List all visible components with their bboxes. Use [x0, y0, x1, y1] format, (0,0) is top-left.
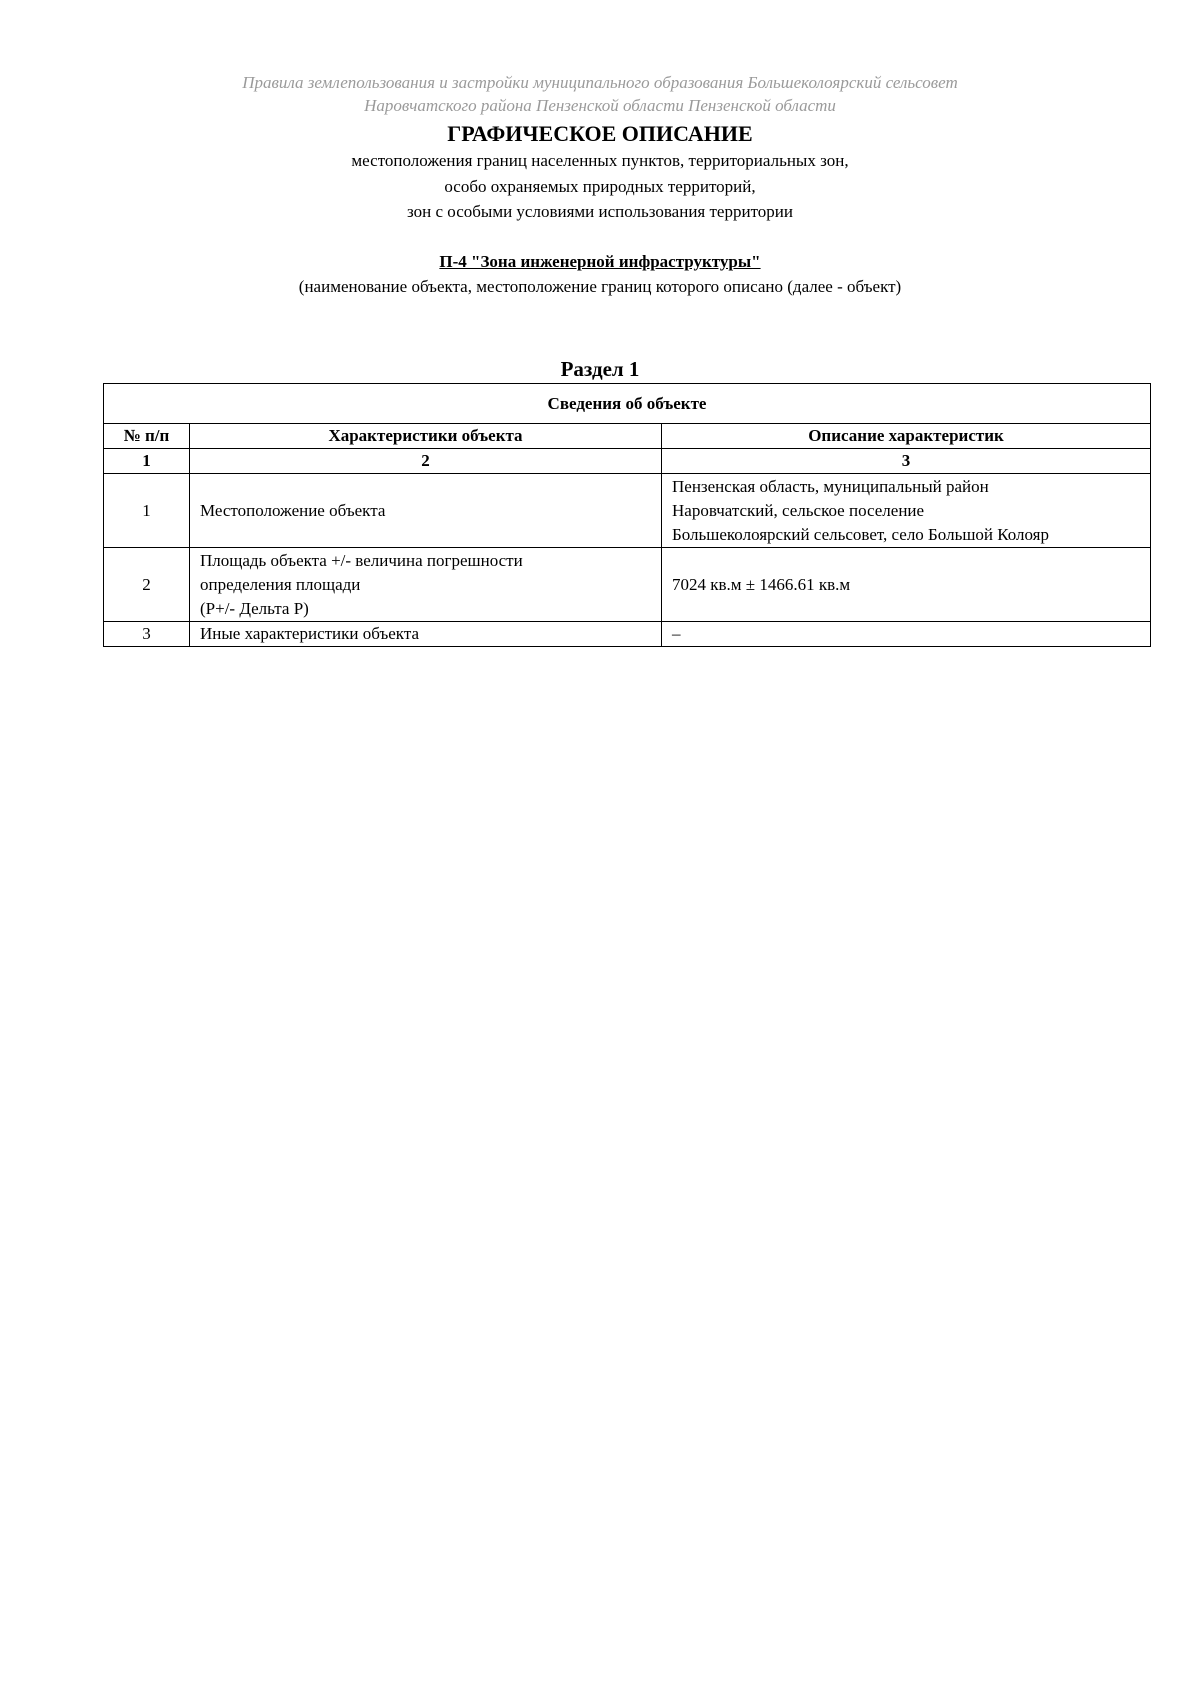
description-line: Наровчатский, сельское поселение — [672, 500, 925, 520]
row-number: 3 — [104, 622, 190, 647]
running-header-line-2: Наровчатского района Пензенской области Пензенской области — [364, 96, 836, 115]
table-caption: Сведения об объекте — [104, 384, 1151, 424]
table-row — [104, 548, 1151, 622]
running-header-line-1: Правила землепользования и застройки муниципального образования Большеколоярский сельсовет — [242, 73, 958, 92]
row-description — [662, 474, 1151, 548]
row-characteristic — [190, 548, 662, 622]
column-number-2: 2 — [190, 449, 662, 474]
table-header-row — [104, 424, 1151, 449]
row-characteristic — [190, 622, 662, 647]
object-caption: (наименование объекта, местоположение границ которого описано (далее - объект) — [298, 277, 902, 296]
description-line: – — [672, 624, 681, 643]
subtitle-line-3: зон с особыми условиями использования территории — [407, 202, 793, 221]
row-description — [662, 548, 1151, 622]
header-description: Описание характеристик — [662, 424, 1151, 449]
characteristic-line: (Р+/- Дельта Р) — [200, 598, 309, 618]
section-title: Раздел 1 — [560, 357, 640, 381]
table-row — [104, 474, 1151, 548]
table-row — [104, 622, 1151, 647]
characteristic-line: Площадь объекта +/- величина погрешности — [200, 550, 523, 570]
object-name-text: П-4 "Зона инженерной инфраструктуры" — [439, 252, 761, 271]
document-title: ГРАФИЧЕСКОЕ ОПИСАНИЕ — [447, 121, 753, 146]
characteristic-line: определения площади — [200, 574, 361, 594]
column-number-1: 1 — [104, 449, 190, 474]
characteristic-line: Местоположение объекта — [200, 500, 386, 520]
row-number: 2 — [104, 548, 190, 622]
object-name — [0, 251, 1200, 273]
subtitle-line-1: местоположения границ населенных пунктов, территориальных зон, — [351, 151, 849, 170]
row-characteristic — [190, 474, 662, 548]
header-number: № п/п — [104, 424, 190, 449]
row-description — [662, 622, 1151, 647]
description-line: 7024 кв.м ± 1466.61 кв.м — [672, 574, 851, 594]
description-line: Пензенская область, муниципальный район — [672, 476, 989, 496]
table-caption-row — [104, 384, 1151, 424]
header-characteristic: Характеристики объекта — [190, 424, 662, 449]
description-line: Большеколоярский сельсовет, село Большой Колояр — [672, 524, 1050, 544]
characteristic-line: Иные характеристики объекта — [200, 624, 420, 643]
row-number: 1 — [104, 474, 190, 548]
table-column-number-row — [104, 449, 1151, 474]
object-info-table — [103, 383, 1151, 647]
subtitle-line-2: особо охраняемых природных территорий, — [444, 177, 756, 196]
column-number-3: 3 — [662, 449, 1151, 474]
